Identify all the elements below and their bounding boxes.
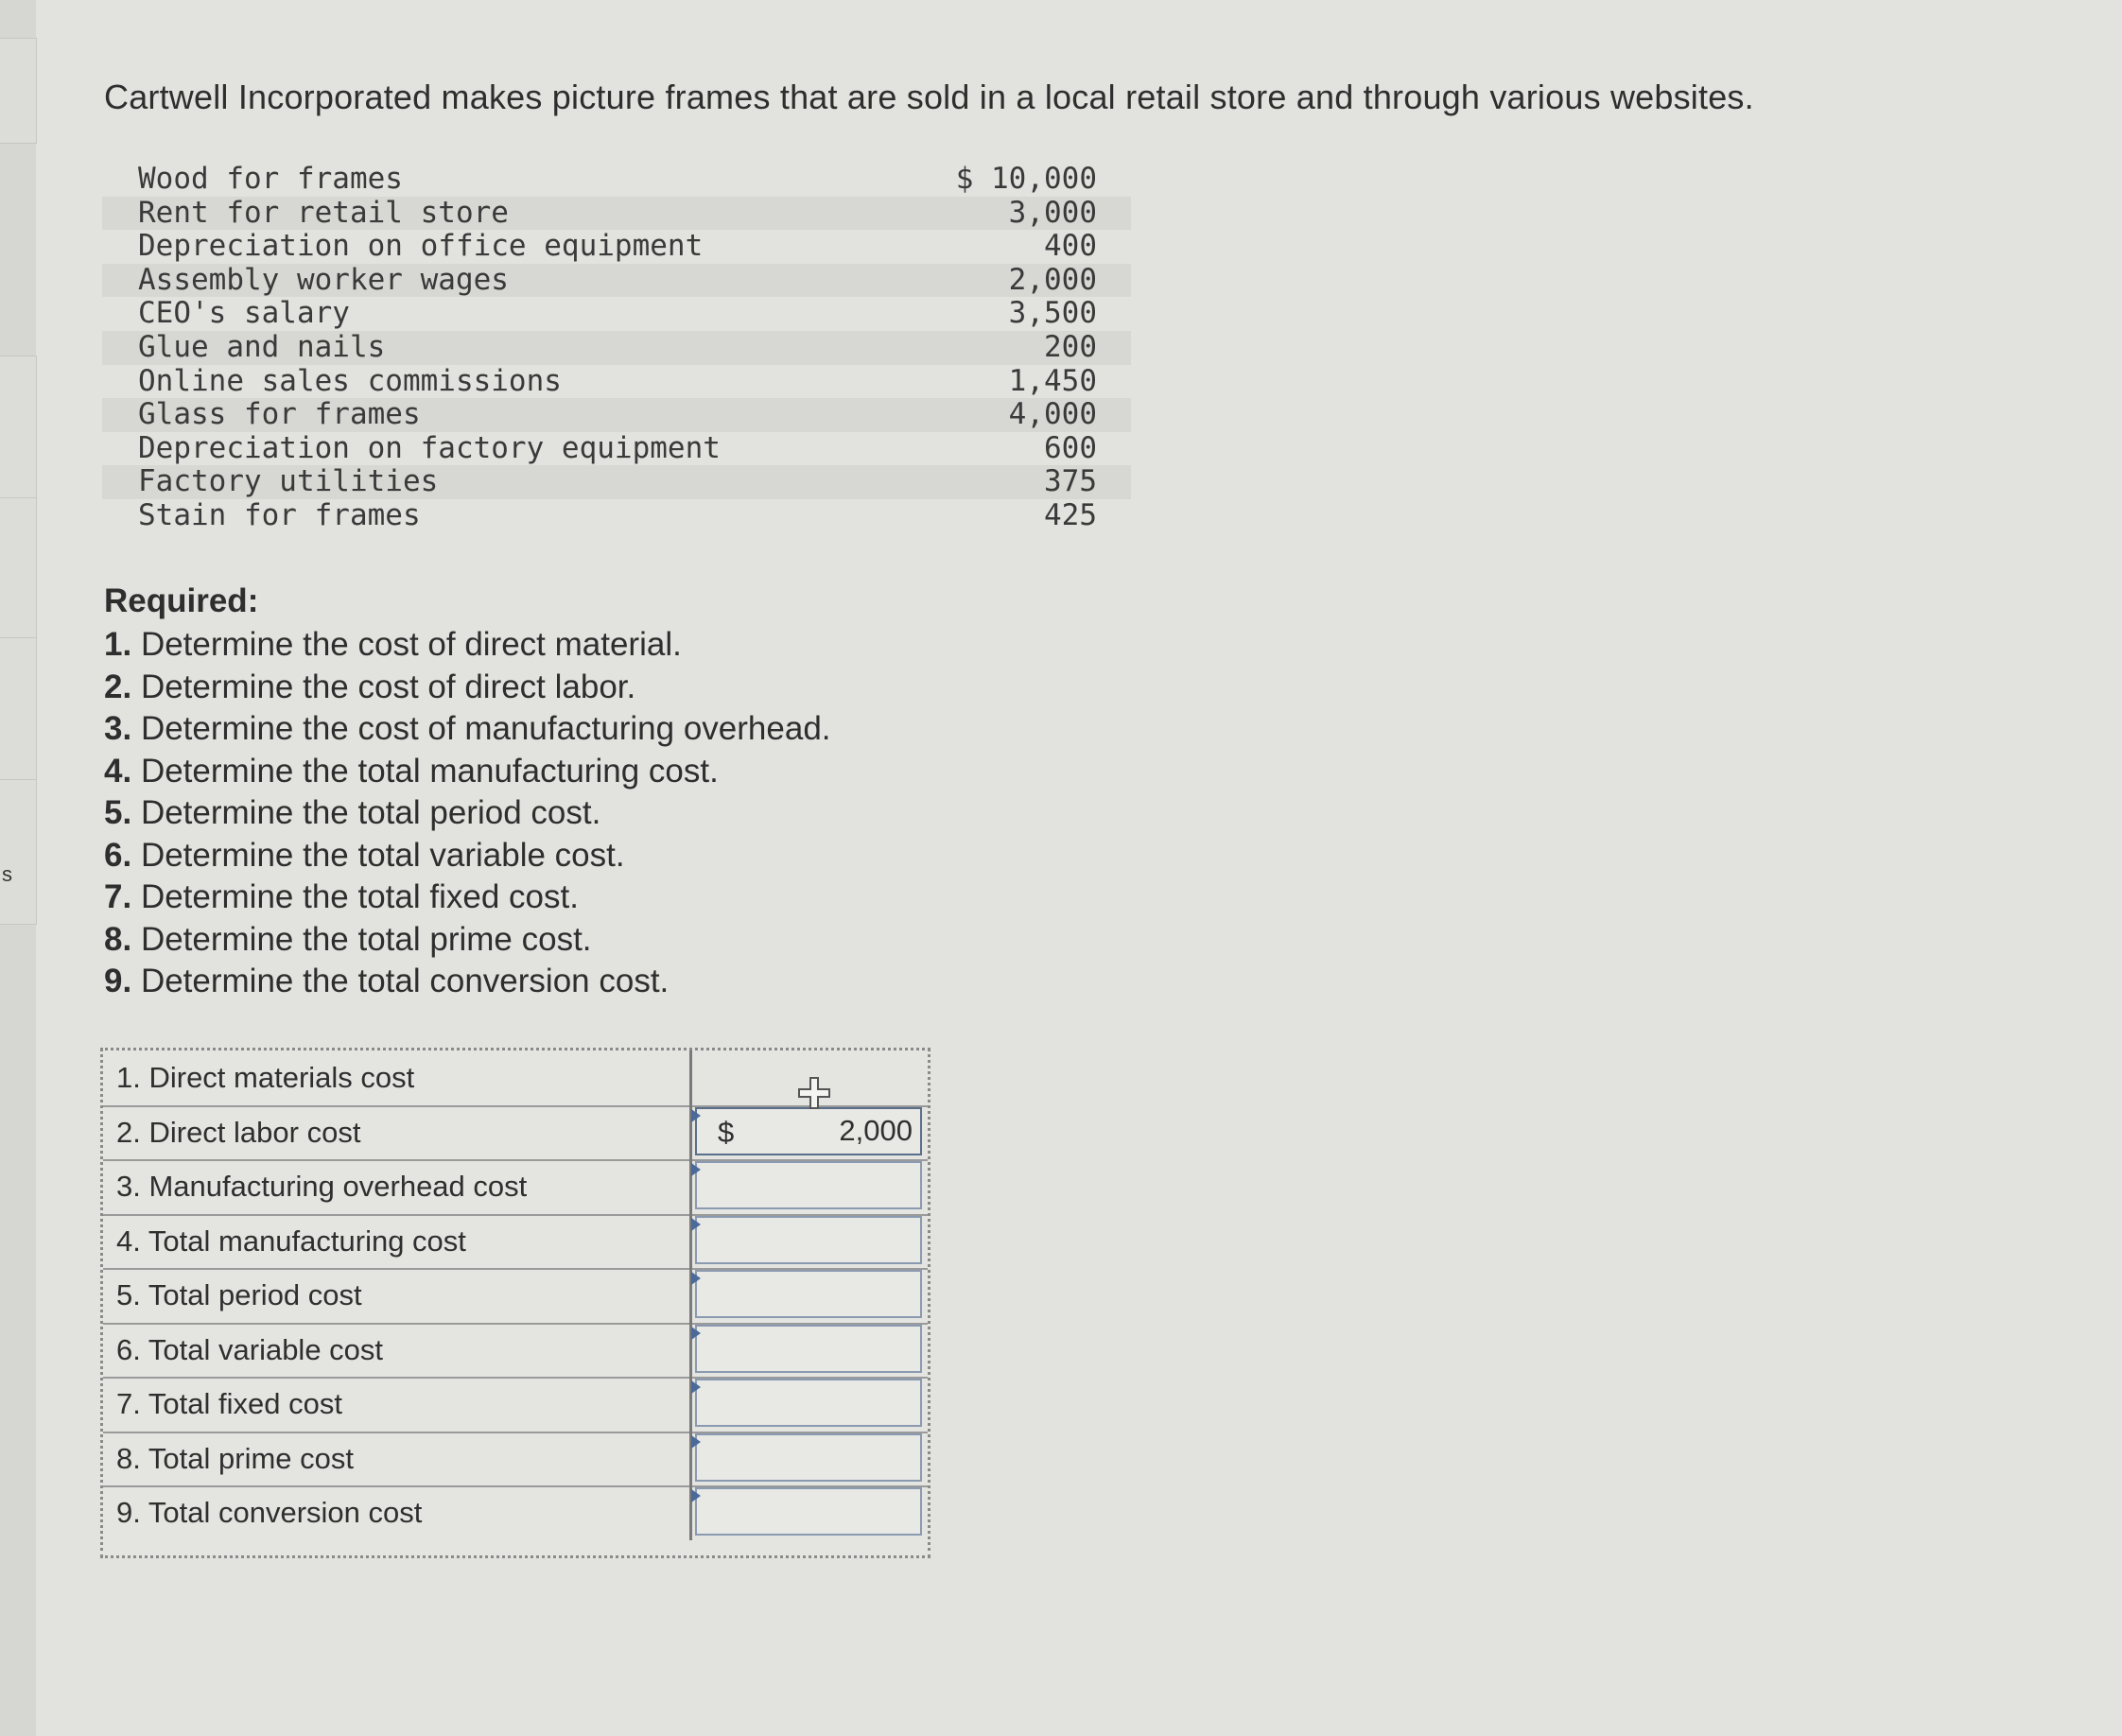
sidebar-tab[interactable] [0, 38, 37, 144]
answer-table [100, 1048, 931, 1558]
ledger-row [102, 331, 1131, 365]
total-prime-cost-input[interactable] [695, 1433, 922, 1482]
ledger-value: 400 [1044, 229, 1097, 264]
required-item-number: 5. [104, 794, 132, 831]
row-flag-icon [691, 1218, 701, 1231]
answer-row-label: 8. Total prime cost [116, 1441, 354, 1475]
required-item-text: Determine the total fixed cost. [140, 878, 579, 915]
required-item [104, 751, 831, 793]
answer-row [103, 1214, 928, 1271]
required-item-text: Determine the cost of direct labor. [140, 668, 636, 705]
row-flag-icon [691, 1272, 701, 1285]
answer-row [103, 1159, 928, 1216]
ledger-row [102, 499, 1131, 533]
required-item-number: 2. [104, 668, 132, 705]
move-cursor-icon [797, 1076, 831, 1110]
ledger-value: 3,500 [1008, 296, 1097, 331]
sidebar-tab[interactable] [0, 356, 37, 499]
answer-row-label: 2. Direct labor cost [116, 1115, 361, 1149]
ledger-row [102, 398, 1131, 432]
ledger-label: Factory utilities [138, 464, 439, 499]
sidebar-tab[interactable] [0, 637, 37, 781]
row-flag-icon [691, 1163, 701, 1176]
sidebar-tab[interactable] [0, 779, 37, 925]
total-period-cost-input[interactable] [695, 1270, 922, 1318]
ledger-label: Wood for frames [138, 162, 403, 196]
ledger-row [102, 432, 1131, 466]
required-item [104, 708, 831, 751]
cost-ledger [102, 163, 1131, 533]
required-item-text: Determine the total prime cost. [140, 920, 592, 958]
answer-row-label: 4. Total manufacturing cost [116, 1224, 466, 1258]
required-item [104, 961, 831, 1003]
ledger-row [102, 365, 1131, 399]
required-item-text: Determine the total conversion cost. [140, 963, 670, 999]
ledger-value: 1,450 [1008, 363, 1097, 398]
required-item [104, 624, 831, 667]
ledger-row [102, 264, 1131, 298]
total-variable-cost-input[interactable] [695, 1325, 922, 1373]
required-item-text: Determine the total manufacturing cost. [140, 752, 719, 790]
ledger-value: 3,000 [1008, 195, 1097, 230]
required-section [104, 582, 831, 1003]
ledger-row [102, 465, 1131, 499]
ledger-label: CEO's salary [138, 296, 350, 331]
column-divider [689, 1050, 692, 1105]
answer-row [103, 1105, 928, 1162]
ledger-row [102, 297, 1131, 331]
ledger-value: 600 [1044, 430, 1097, 465]
sidebar-letter: s [2, 862, 12, 886]
required-item-number: 8. [104, 920, 132, 958]
sidebar-tab[interactable] [0, 497, 37, 639]
ledger-label: Depreciation on factory equipment [138, 430, 721, 465]
row-flag-icon [691, 1327, 701, 1340]
answer-row-label: 1. Direct materials cost [116, 1061, 415, 1094]
ledger-value: 200 [1044, 329, 1097, 364]
answer-row-label: 3. Manufacturing overhead cost [116, 1170, 528, 1203]
required-item [104, 667, 831, 709]
ledger-label: Online sales commissions [138, 363, 562, 398]
required-item-number: 1. [104, 626, 132, 663]
ledger-row [102, 163, 1131, 197]
answer-row-label: 7. Total fixed cost [116, 1387, 342, 1420]
ledger-row [102, 230, 1131, 264]
row-flag-icon [691, 1489, 701, 1502]
required-item-number: 7. [104, 878, 132, 915]
required-item-text: Determine the cost of manufacturing overhead. [140, 710, 831, 747]
total-fixed-cost-input[interactable] [695, 1379, 922, 1427]
currency-symbol: $ [718, 1115, 735, 1149]
required-item [104, 919, 831, 962]
ledger-value: 375 [1044, 464, 1097, 499]
problem-intro: Cartwell Incorporated makes picture frames that are sold in a local retail store and through various websites. [104, 78, 1754, 116]
total-conversion-cost-input[interactable] [695, 1487, 922, 1536]
ledger-value: 2,000 [1008, 262, 1097, 297]
answer-row-label: 9. Total conversion cost [116, 1496, 423, 1529]
ledger-label: Glass for frames [138, 397, 421, 432]
ledger-value: $ 10,000 [955, 162, 1097, 196]
required-item-text: Determine the total variable cost. [140, 836, 625, 874]
answer-row-label: 6. Total variable cost [116, 1332, 384, 1366]
ledger-value: 425 [1044, 497, 1097, 532]
ledger-value: 4,000 [1008, 397, 1097, 432]
required-item [104, 877, 831, 919]
required-item [104, 835, 831, 877]
row-flag-icon [691, 1380, 701, 1394]
required-item-number: 3. [104, 710, 132, 747]
required-title: Required: [104, 582, 259, 619]
answer-row [103, 1323, 928, 1380]
required-item [104, 792, 831, 835]
row-flag-icon [691, 1435, 701, 1449]
ledger-row [102, 197, 1131, 231]
required-item-text: Determine the cost of direct material. [140, 626, 682, 663]
ledger-label: Depreciation on office equipment [138, 229, 704, 264]
answer-row [103, 1268, 928, 1325]
answer-row-label: 5. Total period cost [116, 1278, 362, 1311]
ledger-label: Glue and nails [138, 329, 386, 364]
required-item-text: Determine the total period cost. [140, 794, 601, 831]
answer-row [103, 1432, 928, 1488]
row-flag-icon [691, 1109, 701, 1122]
required-item-number: 4. [104, 752, 132, 790]
ledger-label: Stain for frames [138, 497, 421, 532]
required-item-number: 9. [104, 963, 132, 999]
manufacturing-overhead-cost-input[interactable] [695, 1161, 922, 1209]
answer-row [103, 1485, 928, 1540]
required-item-number: 6. [104, 836, 132, 874]
ledger-label: Rent for retail store [138, 195, 509, 230]
answer-row [103, 1377, 928, 1433]
total-manufacturing-cost-input[interactable] [695, 1216, 922, 1264]
ledger-label: Assembly worker wages [138, 262, 509, 297]
